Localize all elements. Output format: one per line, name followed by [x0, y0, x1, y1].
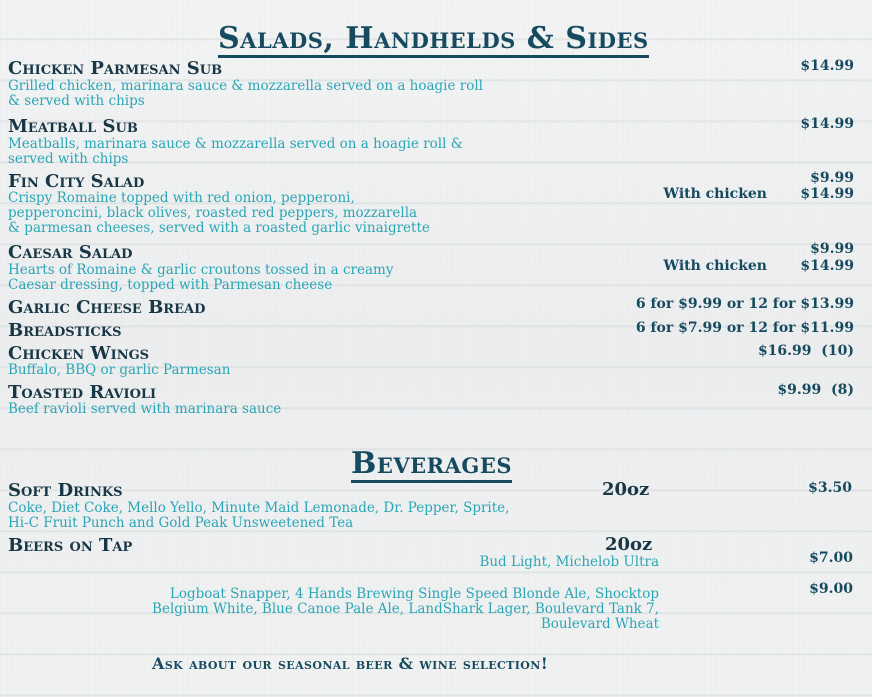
item-desc-soft-drinks-2: Hi-C Fruit Punch and Gold Peak Unsweetened Tea: [8, 515, 354, 531]
item-price-beers-tier1: $7.00: [809, 550, 853, 566]
item-chicken-price-fin-city-salad: $14.99: [800, 186, 854, 202]
item-name-beers-on-tap: Beers on Tap: [8, 535, 133, 556]
item-price-toasted-ravioli: $9.99 (8): [777, 382, 854, 398]
item-desc-fin-city-salad-2: pepperoncini, black olives, roasted red peppers, mozzarella: [8, 205, 418, 221]
item-name-soft-drinks: Soft Drinks: [8, 480, 123, 501]
item-name-breadsticks: Breadsticks: [8, 320, 122, 341]
item-name-toasted-ravioli: Toasted Ravioli: [8, 382, 157, 403]
item-desc-beers-tier1: Bud Light, Michelob Ultra: [479, 554, 659, 570]
item-name-chicken-wings: Chicken Wings: [8, 343, 150, 364]
item-price-garlic-cheese-bread: 6 for $9.99 or 12 for $13.99: [635, 296, 854, 312]
item-desc-fin-city-salad-3: & parmesan cheeses, served with a roasted garlic vinaigrette: [8, 220, 430, 236]
item-price-meatball-sub: $14.99: [800, 116, 854, 132]
item-desc-beers-tier2-1: Logboat Snapper, 4 Hands Brewing Single Speed Blonde Ale, Shocktop: [169, 586, 659, 602]
item-size-beers-on-tap: 20oz: [605, 534, 653, 555]
item-chicken-price-caesar-salad: $14.99: [800, 258, 854, 274]
item-desc-chicken-parmesan-sub-2: & served with chips: [8, 93, 145, 109]
item-name-fin-city-salad: Fin City Salad: [8, 171, 145, 192]
item-desc-chicken-wings: Buffalo, BBQ or garlic Parmesan: [8, 362, 231, 378]
item-desc-toasted-ravioli: Beef ravioli served with marinara sauce: [8, 401, 282, 417]
item-desc-caesar-salad-2: Caesar dressing, topped with Parmesan cheese: [8, 277, 333, 293]
item-desc-caesar-salad-1: Hearts of Romaine & garlic croutons tossed in a creamy: [8, 262, 394, 278]
item-name-caesar-salad: Caesar Salad: [8, 242, 133, 263]
item-chicken-label-fin-city-salad: With chicken: [663, 186, 767, 202]
item-price-chicken-parmesan-sub: $14.99: [800, 58, 854, 74]
item-price-chicken-wings: $16.99 (10): [757, 343, 854, 359]
item-price-beers-tier2: $9.00: [809, 581, 853, 597]
section-title-salads: Salads, Handhelds & Sides: [218, 21, 649, 56]
section-title-beverages: Beverages: [351, 446, 513, 481]
item-name-garlic-cheese-bread: Garlic Cheese Bread: [8, 297, 206, 318]
item-name-meatball-sub: Meatball Sub: [8, 116, 138, 137]
seasonal-selection-note: Ask about our seasonal beer & wine selection!: [152, 654, 549, 673]
item-price-breadsticks: 6 for $7.99 or 12 for $11.99: [635, 320, 854, 336]
item-size-soft-drinks: 20oz: [602, 479, 650, 500]
item-desc-fin-city-salad-1: Crispy Romaine topped with red onion, pepperoni,: [8, 190, 355, 206]
item-desc-soft-drinks-1: Coke, Diet Coke, Mello Yello, Minute Maid Lemonade, Dr. Pepper, Sprite,: [8, 500, 510, 516]
item-price-fin-city-salad: $9.99: [810, 170, 854, 186]
item-price-soft-drinks: $3.50: [808, 480, 852, 496]
item-chicken-label-caesar-salad: With chicken: [663, 258, 767, 274]
item-desc-meatball-sub-1: Meatballs, marinara sauce & mozzarella served on a hoagie roll &: [8, 136, 463, 152]
item-desc-beers-tier2-3: Boulevard Wheat: [540, 616, 659, 632]
item-desc-chicken-parmesan-sub-1: Grilled chicken, marinara sauce & mozzarella served on a hoagie roll: [8, 78, 483, 94]
item-desc-beers-tier2-2: Belgium White, Blue Canoe Pale Ale, LandShark Lager, Boulevard Tank 7,: [152, 601, 659, 617]
item-name-chicken-parmesan-sub: Chicken Parmesan Sub: [8, 58, 223, 79]
item-price-caesar-salad: $9.99: [810, 241, 854, 257]
item-desc-meatball-sub-2: served with chips: [8, 151, 129, 167]
